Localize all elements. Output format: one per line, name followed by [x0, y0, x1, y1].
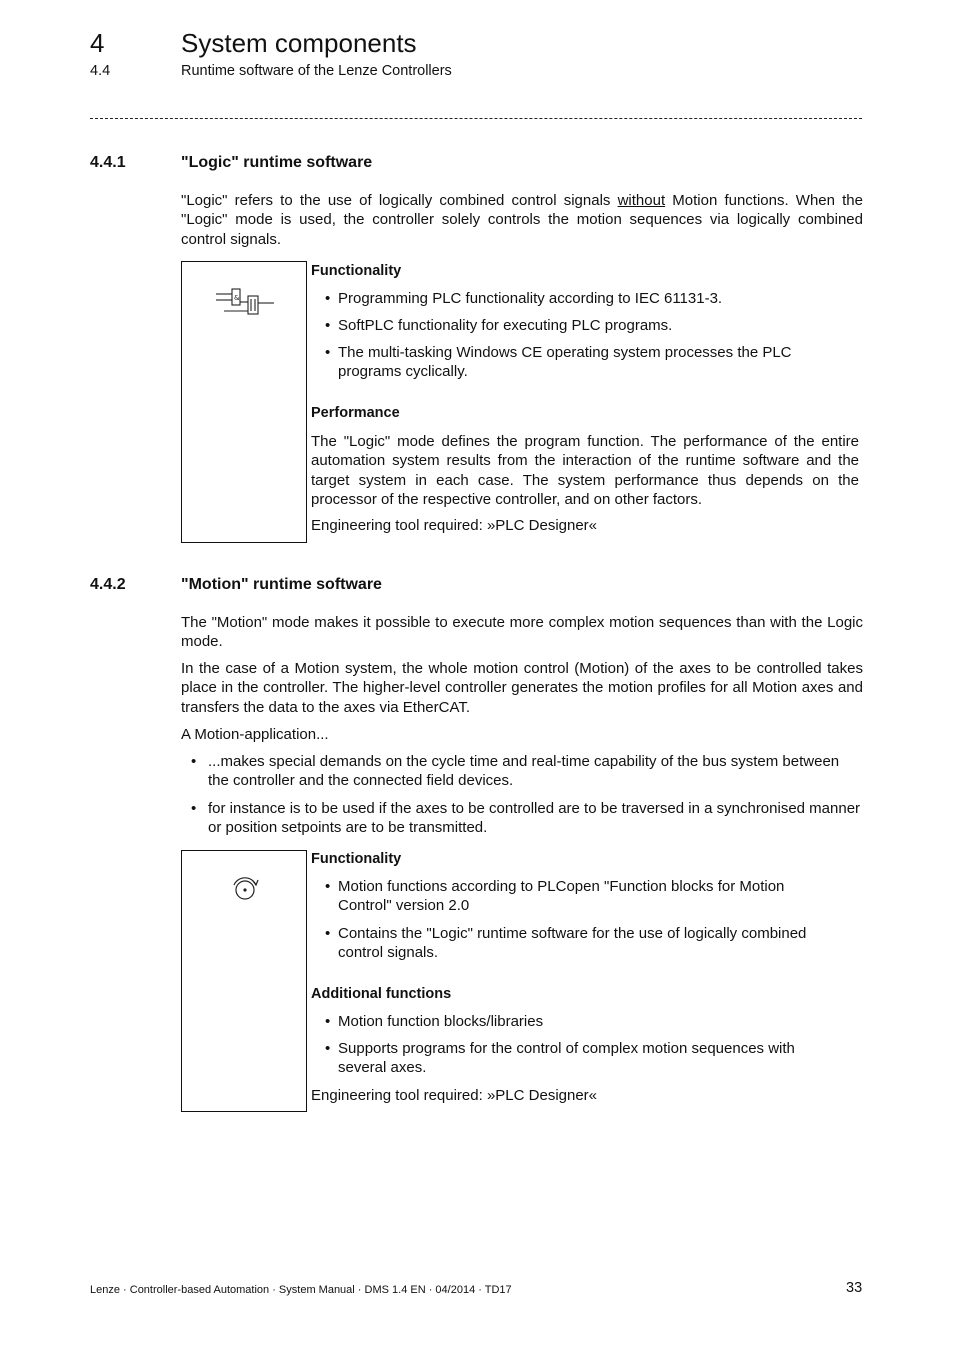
motion-para-3: A Motion-application... [181, 726, 329, 743]
footer-text: Lenze · Controller-based Automation · System Manual · DMS 1.4 EN · 04/2014 · TD17 [90, 1284, 512, 1296]
logic-engineering-tool: Engineering tool required: »PLC Designer« [311, 517, 598, 534]
plc-logic-icon [182, 280, 306, 340]
logic-details: Functionality • Programming PLC functionality according to IEC 61131-3. • SoftPLC functionality for executing PLC programs. • The multi-tasking Windows CE operating system processes the PLC programs cyclically. Performance The "Logic" mode defines the program function. The performance of the entire automation system results from the interaction of the runtime software and the target system in each case. The system performance thus depends on the processor of the respective controller, and on other factors. Engineering tool required: »PLC Designer« [311, 263, 859, 534]
motion-details: Functionality • Motion functions according to PLCopen "Function blocks for Motion Control" version 2.0 • Contains the "Logic" runtime software for the use of logically combined control signals. Additional functions • Motion function blocks/libraries • Supports programs for the control of complex motion sequences with several axes. Engineering tool required: »PLC Designer« [311, 850, 859, 1110]
svg-text:&: & [234, 294, 240, 302]
motion-para-1: The "Motion" mode makes it possible to execute more complex motion sequences than with the Logic mode. [181, 614, 863, 651]
logic-performance-heading: Performance [311, 405, 400, 421]
logic-functionality-heading: Functionality [311, 263, 402, 279]
header-divider [90, 118, 862, 119]
logic-intro: "Logic" refers to the use of logically combined control signals without Motion functions. When the "Logic" mode is used, the controller solely controls the motion sequences via logically combined control signals. [181, 192, 863, 248]
section-number: 4.4 [90, 63, 111, 79]
logic-performance-text: The "Logic" mode defines the program function. The performance of the entire automation system results from the interaction of the runtime software and the target system in each case. The system performance thus depends on the processor of the respective controller, and on other factors. [311, 433, 859, 508]
logic-heading-number: 4.4.1 [90, 154, 126, 171]
motion-functionality-heading: Functionality [311, 851, 402, 867]
logic-icon-box [181, 261, 307, 543]
page-number: 33 [846, 1280, 863, 1296]
motion-additional-heading: Additional functions [311, 986, 452, 1002]
motion-heading-title: "Motion" runtime software [181, 576, 382, 593]
motion-para-2: In the case of a Motion system, the whole motion control (Motion) of the axes to be controlled takes place in the controller. The higher-level controller generates the motion profiles for all Motion axes and transfers the data to the axes via EtherCAT. [181, 660, 863, 716]
chapter-number: 4 [90, 28, 105, 58]
motion-heading-number: 4.4.2 [90, 576, 126, 593]
motion-icon-box [181, 850, 307, 1112]
logic-heading-title: "Logic" runtime software [181, 154, 373, 171]
chapter-title: System components [181, 28, 417, 58]
motion-icon [182, 871, 306, 911]
logic-intro-underlined: without [617, 192, 666, 209]
section-title: Runtime software of the Lenze Controllers [181, 63, 452, 79]
motion-engineering-tool: Engineering tool required: »PLC Designer« [311, 1087, 598, 1104]
